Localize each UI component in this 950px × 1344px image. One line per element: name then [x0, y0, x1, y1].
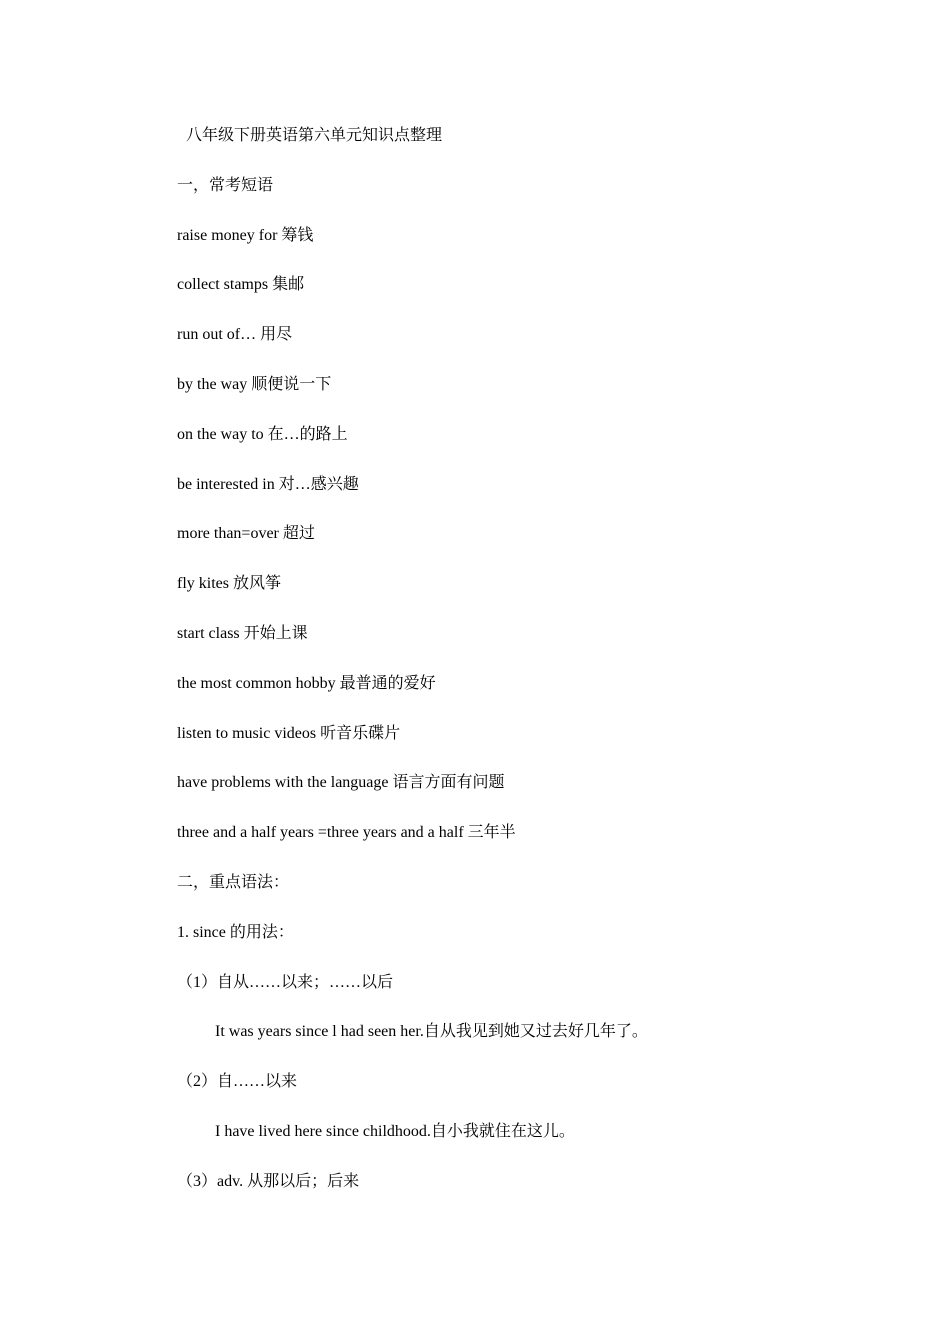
phrase-item: fly kites 放风筝 [177, 575, 281, 593]
usage-example-1: It was years since l had seen her.自从我见到她又过去好几年了。 [215, 1023, 648, 1041]
phrase-list [177, 224, 817, 871]
phrase-item: more than=over 超过 [177, 525, 315, 543]
usage-label-3: （3）adv. 从那以后；后来 [177, 1172, 360, 1190]
phrase-item: run out of… 用尽 [177, 326, 293, 344]
phrase-item: be interested in 对…感兴趣 [177, 475, 359, 493]
phrase-item: have problems with the language 语言方面有问题 [177, 774, 505, 792]
document-content [177, 124, 817, 1220]
section-heading-phrases: 一，常考短语 [177, 176, 274, 194]
document-title: 八年级下册英语第六单元知识点整理 [186, 127, 443, 144]
phrase-item: start class 开始上课 [177, 624, 308, 642]
phrase-item: by the way 顺便说一下 [177, 375, 332, 393]
phrase-item: raise money for 筹钱 [177, 226, 314, 244]
section-heading-grammar: 二，重点语法： [177, 873, 290, 891]
usage-label-2: （2）自……以来 [177, 1073, 298, 1091]
usage-example-2: I have lived here since childhood.自小我就住在这儿。 [215, 1122, 575, 1140]
usage-label-1: （1）自从……以来；……以后 [177, 973, 394, 991]
phrase-item: on the way to 在…的路上 [177, 425, 348, 443]
phrase-item: collect stamps 集邮 [177, 276, 305, 294]
phrase-item: the most common hobby 最普通的爱好 [177, 674, 436, 692]
phrase-item: three and a half years =three years and a half 三年半 [177, 824, 516, 842]
phrase-item: listen to music videos 听音乐碟片 [177, 724, 401, 742]
grammar-subheading-since: 1. since 的用法： [177, 923, 294, 941]
